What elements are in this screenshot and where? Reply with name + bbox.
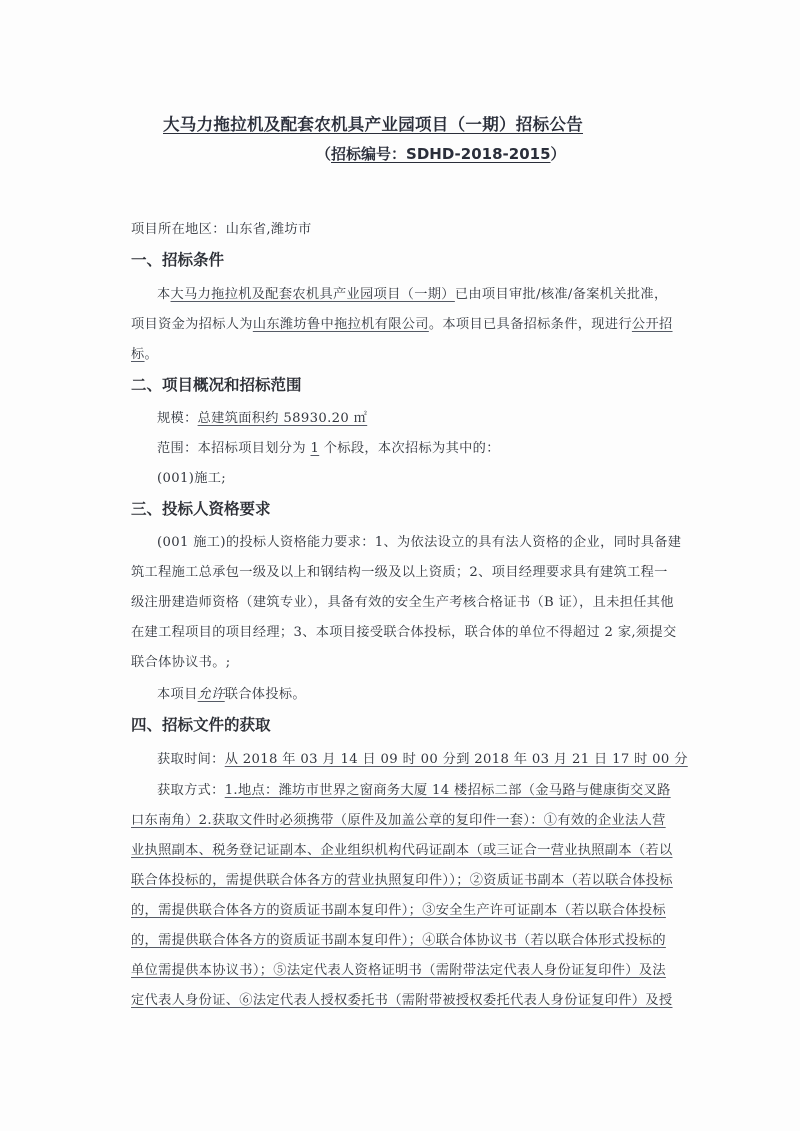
paragraph-line: 单位需提供本协议书）；⑤法定代表人资格证明书（需附带法定代表人身份证复印件）及法: [131, 963, 666, 978]
paragraph-line: 业执照副本、税务登记证副本、企业组织机构代码证副本（或三证合一营业执照副本（若以: [131, 843, 673, 858]
paragraph-line: 标。: [131, 347, 159, 362]
scale-line: 规模：总建筑面积约 58930.20 ㎡: [157, 411, 368, 426]
paragraph-line: 联合体协议书。;: [131, 655, 231, 670]
paragraph-line: 本大马力拖拉机及配套农机具产业园项目（一期）已由项目审批/核准/备案机关批准，: [157, 287, 668, 302]
acquire-method-line: 获取方式：1.地点：潍坊市世界之窗商务大厦 14 楼招标二部（金马路与健康街交叉路: [157, 783, 671, 798]
paragraph-line: 定代表人身份证、⑥法定代表人授权委托书（需附带被授权委托代表人身份证复印件）及授: [131, 993, 673, 1008]
paragraph-line: 的，需提供联合体各方的资质证书副本复印件）；④联合体协议书（若以联合体形式投标的: [131, 933, 666, 948]
lot-line: (001)施工;: [157, 471, 227, 486]
region-line: 项目所在地区：山东省,潍坊市: [131, 222, 312, 237]
paragraph-line: 级注册建造师资格（建筑专业），具备有效的安全生产考核合格证书（B 证），且未担任其他: [131, 595, 674, 610]
paragraph-line: 的，需提供联合体各方的资质证书副本复印件）；③安全生产许可证副本（若以联合体投标: [131, 903, 666, 918]
tender-number: [316, 143, 566, 164]
paren-close: ）: [550, 145, 566, 163]
paren-open: （: [316, 145, 332, 163]
paragraph-line: 本项目允许联合体投标。: [157, 687, 306, 702]
paragraph-line: 在建工程项目的项目经理；3、本项目接受联合体投标，联合体的单位不得超过 2 家,须提交: [131, 625, 677, 640]
paragraph-line: 联合体投标的，需提供联合体各方的营业执照复印件））；②资质证书副本（若以联合体投标: [131, 873, 673, 888]
paragraph-line: 项目资金为招标人为山东潍坊鲁中拖拉机有限公司。本项目已具备招标条件，现进行公开招: [131, 317, 673, 332]
document-title: 大马力拖拉机及配套农机具产业园项目（一期）招标公告: [163, 115, 583, 134]
tender-code: 招标编号：SDHD-2018-2015: [331, 145, 551, 163]
section-heading-1: 一、招标条件: [131, 251, 225, 269]
acquire-time-line: 获取时间：从 2018 年 03 月 14 日 09 时 00 分到 2018 年 03 月 21 日 17 时 00 分: [157, 752, 688, 767]
section-heading-3: 三、投标人资格要求: [131, 500, 271, 518]
scope-line: 范围：本招标项目划分为 1 个标段，本次招标为其中的：: [157, 441, 500, 456]
paragraph-line: (001 施工)的投标人资格能力要求：1、为依法设立的具有法人资格的企业，同时具备建: [157, 535, 682, 550]
section-heading-4: 四、招标文件的获取: [131, 716, 271, 734]
paragraph-line: 筑工程施工总承包一级及以上和钢结构一级及以上资质；2、项目经理要求具有建筑工程一: [131, 565, 668, 580]
section-heading-2: 二、项目概况和招标范围: [131, 376, 302, 394]
paragraph-line: 口东南角）2.获取文件时必须携带（原件及加盖公章的复印件一套）：①有效的企业法人营: [131, 813, 666, 828]
